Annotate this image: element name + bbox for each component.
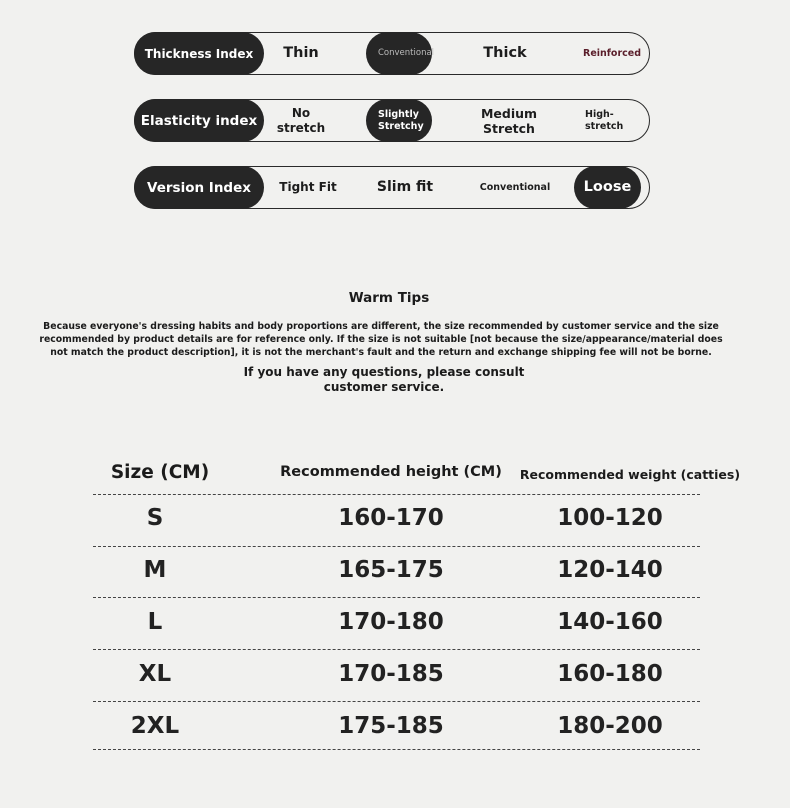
cell-size-l: L [147, 609, 163, 635]
option-tight-fit[interactable]: Tight Fit [279, 180, 337, 195]
header-weight: Recommended weight (catties) [519, 467, 741, 482]
option-conventional-selected[interactable]: Conventional [366, 32, 432, 75]
cell-size-xl: XL [138, 661, 172, 687]
cell-weight-m: 120-140 [557, 557, 663, 583]
thickness-index-label: Thickness Index [134, 32, 264, 75]
table-divider [93, 749, 700, 750]
warm-tips-body: Because everyone's dressing habits and body proportions are different, the size recommended by customer service and the size recommended by product details are for reference only. If the size is not suitable [not because the size/appearance/material does not match the product description], it is not the merchant's fault and the return and exchange shipping fee will not be borne. [39, 321, 723, 358]
cell-height-m: 165-175 [338, 557, 444, 583]
cell-height-l: 170-180 [338, 609, 444, 635]
cell-weight-l: 140-160 [557, 609, 663, 635]
cell-weight-2xl: 180-200 [557, 713, 663, 739]
table-divider [93, 597, 700, 598]
option-reinforced[interactable]: Reinforced [583, 47, 641, 59]
option-medium-stretch[interactable]: Medium Stretch [480, 105, 538, 136]
table-divider [93, 546, 700, 547]
cell-height-2xl: 175-185 [338, 713, 444, 739]
cell-height-xl: 170-185 [338, 661, 444, 687]
version-index-row [134, 166, 650, 209]
warm-tips-contact: If you have any questions, please consult customer service. [243, 365, 525, 394]
option-loose-selected[interactable]: Loose [574, 166, 641, 209]
cell-size-2xl: 2XL [130, 713, 180, 739]
table-divider [93, 494, 700, 495]
elasticity-index-label: Elasticity index [134, 99, 264, 142]
thickness-index-row [134, 32, 650, 75]
table-divider [93, 649, 700, 650]
warm-tips-title: Warm Tips [348, 290, 430, 306]
header-height: Recommended height (CM) [280, 464, 502, 480]
cell-weight-s: 100-120 [557, 505, 663, 531]
version-index-label: Version Index [134, 166, 264, 209]
option-conventional[interactable]: Conventional [479, 181, 551, 193]
elasticity-index-row [134, 99, 650, 142]
header-size: Size (CM) [110, 462, 210, 483]
option-no-stretch[interactable]: No stretch [276, 106, 326, 135]
cell-weight-xl: 160-180 [557, 661, 663, 687]
cell-height-s: 160-170 [338, 505, 444, 531]
option-slightly-stretchy-selected[interactable]: Slightly Stretchy [366, 99, 432, 142]
option-thick[interactable]: Thick [483, 44, 527, 61]
option-slim-fit[interactable]: Slim fit [376, 179, 434, 196]
option-high-stretch[interactable]: High-stretch [585, 109, 624, 132]
table-divider [93, 701, 700, 702]
cell-size-m: M [143, 557, 167, 583]
option-thin[interactable]: Thin [283, 44, 319, 61]
cell-size-s: S [146, 505, 164, 531]
